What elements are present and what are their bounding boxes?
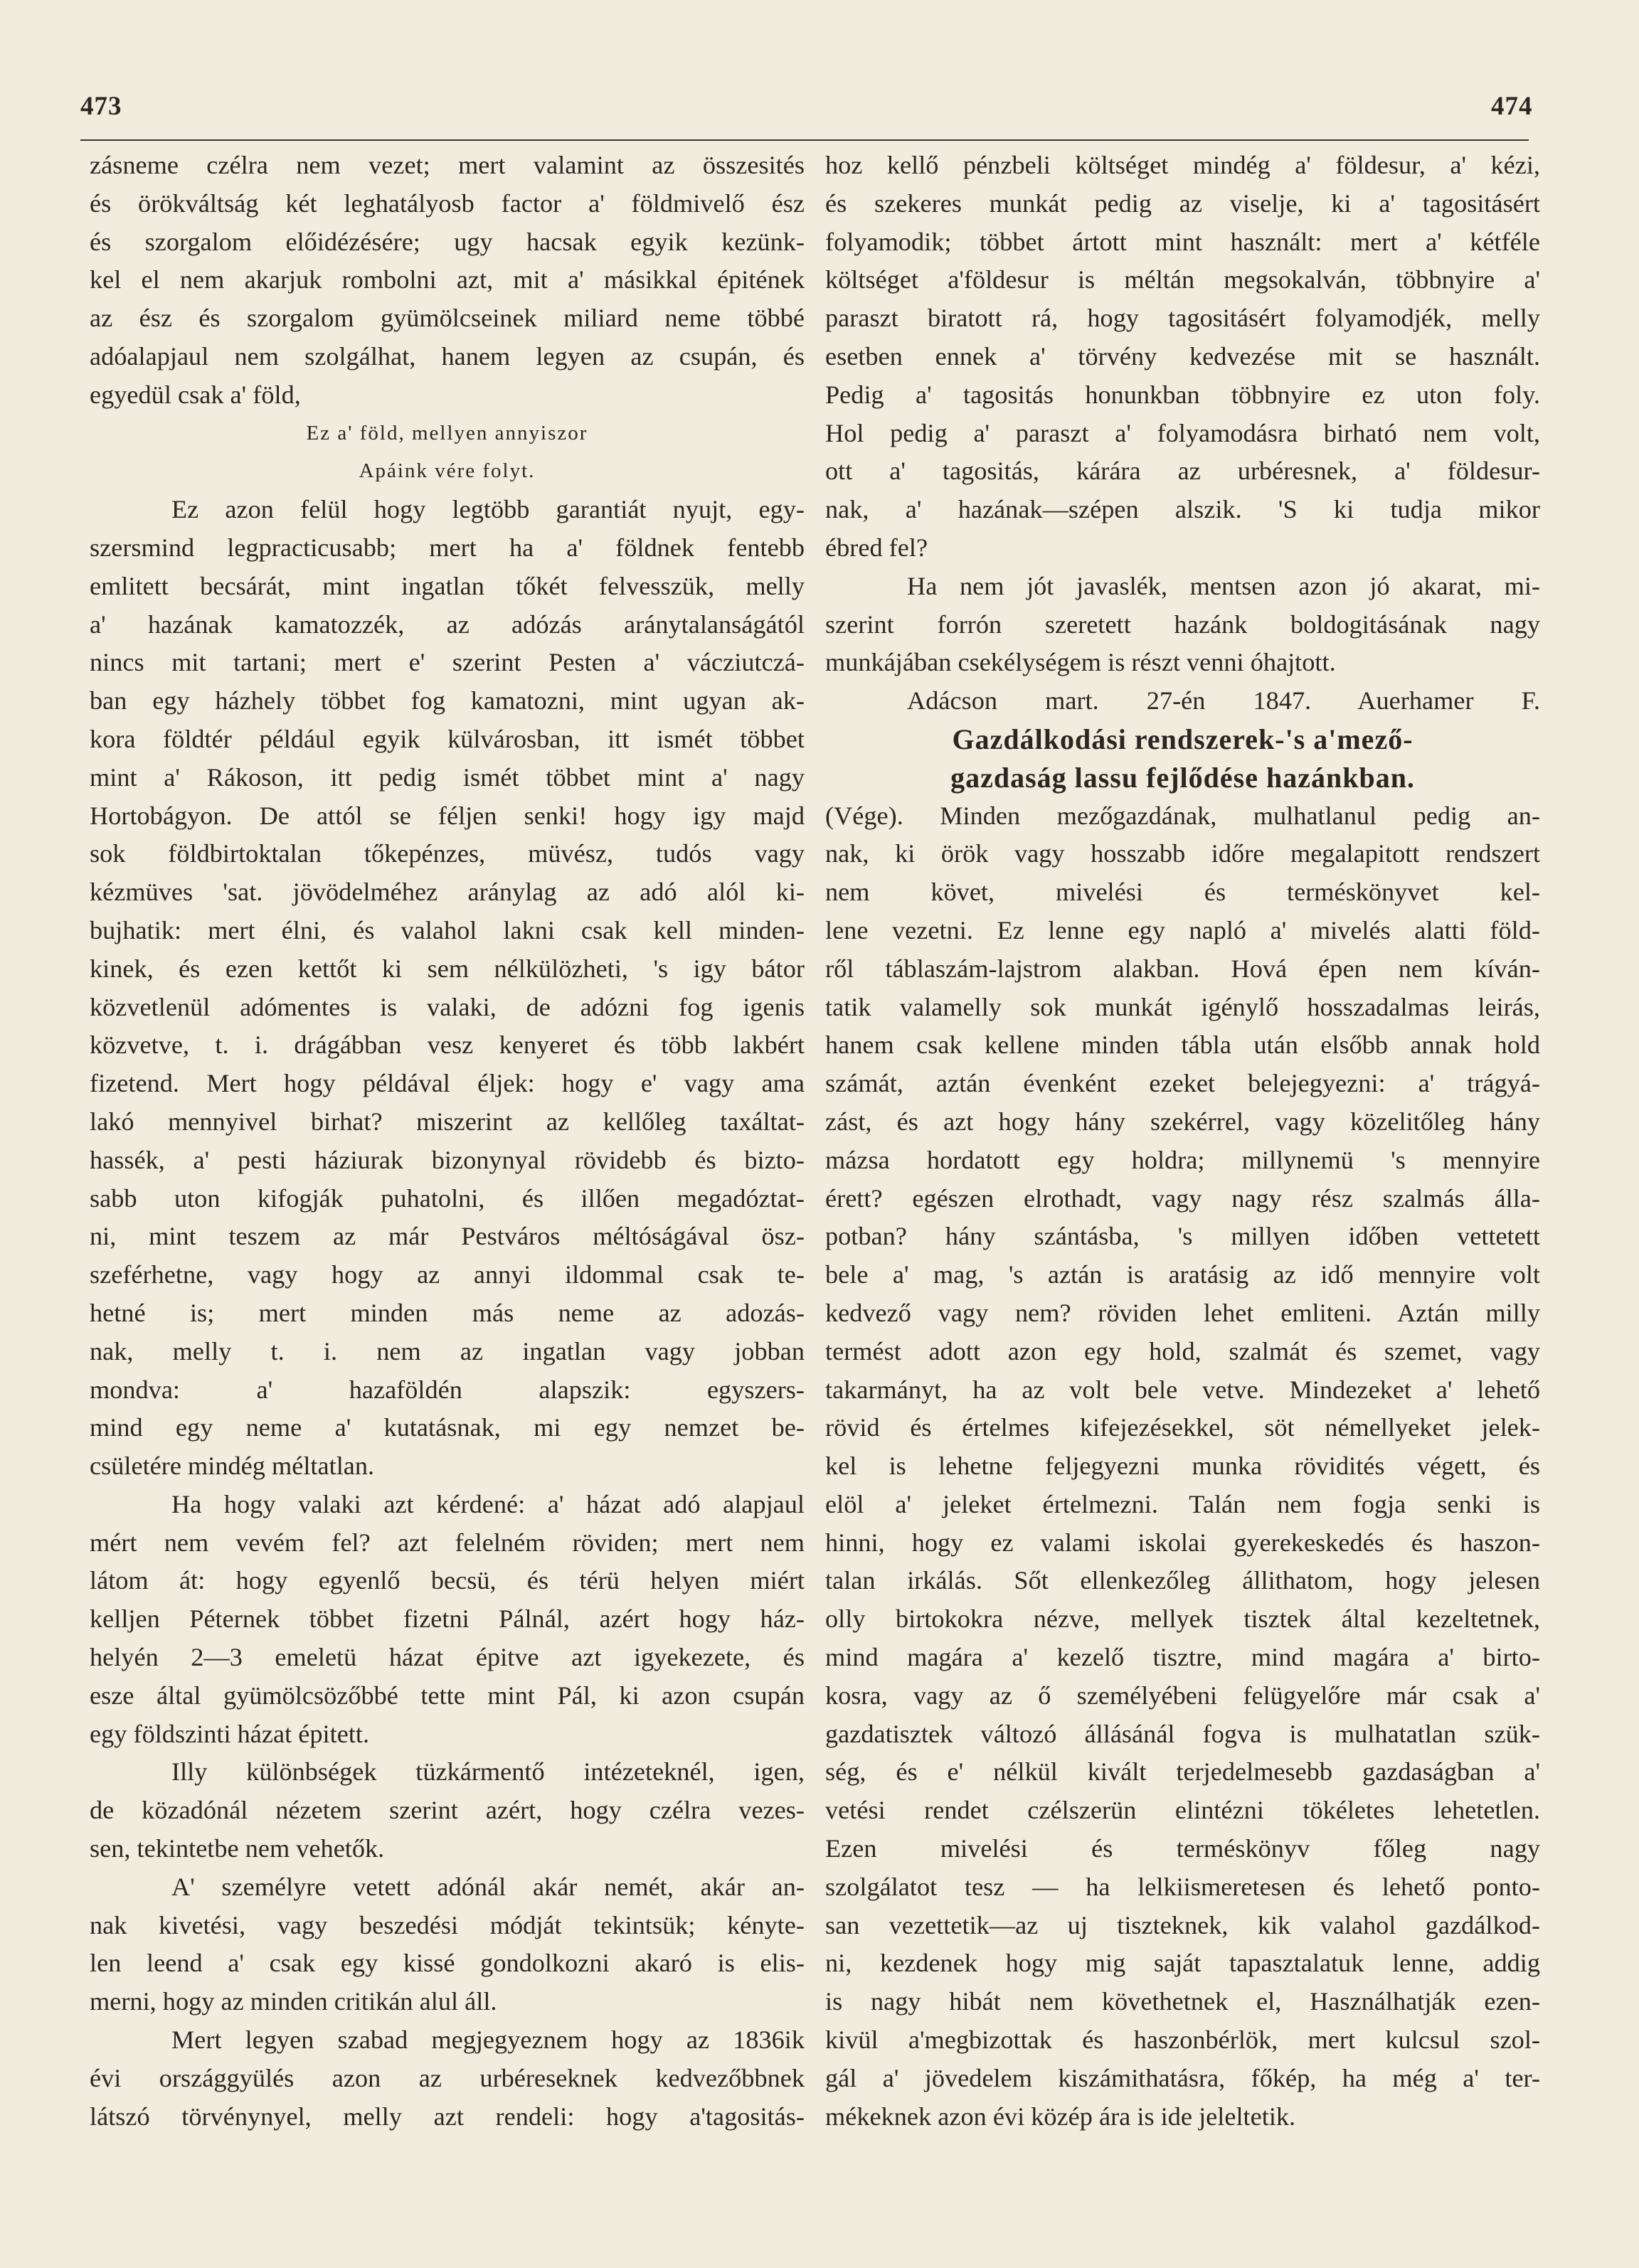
text-line: elöl a' jeleket értelmezni. Talán nem fogja senki is <box>825 1489 1540 1518</box>
text-line: A' személyre vetett adónál akár nemét, akár an- <box>171 1872 805 1901</box>
text-line: helyén 2—3 emeletü házat épitve azt igyekezete, és <box>90 1643 805 1672</box>
text-line: merni, hogy az minden critikán alul áll. <box>90 1987 497 2016</box>
text-line: kel is lehetne feljegyezni munka rövidités végett, és <box>825 1452 1540 1481</box>
text-line: sok földbirtoktalan tőkepénzes, müvész, tudós vagy <box>90 839 805 868</box>
text-line: mind magára a' kezelő tisztre, mind magára a' birto- <box>825 1643 1540 1672</box>
text-line: nak, ki örök vagy hosszabb időre megalapitott rendszert <box>825 839 1540 868</box>
text-line: nak, melly t. i. nem az ingatlan vagy jobban <box>90 1336 805 1365</box>
text-line: mékeknek azon évi közép ára is ide jeleltetik. <box>825 2102 1296 2131</box>
text-line: csületére mindég méltatlan. <box>90 1452 375 1481</box>
text-line: esze által gyümölcsözőbbé tette mint Pál, ki azon csupán <box>90 1681 805 1710</box>
text-line: fizetend. Mert hogy példával éljek: hogy e' vagy ama <box>90 1069 805 1098</box>
text-line: a' hazának kamatozzék, az adózás aránytalanságától <box>90 609 805 639</box>
text-line: mázsa hordatott egy holdra; millynemü 's mennyire <box>825 1145 1540 1174</box>
text-line: ébred fel? <box>825 533 928 562</box>
text-line: gazdatisztek változó állásánál fogva is mulhatatlan szük- <box>825 1719 1540 1748</box>
text-line: az ész és szorgalom gyümölcseinek miliard neme többé <box>90 304 805 333</box>
text-line: kézmüves 'sat. jövödelméhez aránylag az adó alól ki- <box>90 878 805 907</box>
text-line: nak kivetési, vagy beszedési módját tekintsük; kényte- <box>90 1910 805 1939</box>
text-line: ről táblaszám-lajstrom alakban. Hová épen nem kíván- <box>825 954 1540 983</box>
text-line: szeférhetne, vagy hogy az annyi ildommal csak te- <box>90 1260 805 1289</box>
text-line: potban? hány szántásba, 's millyen időben vettetett <box>825 1222 1540 1251</box>
text-line: közvetve, t. i. drágábban vesz kenyeret és több lakbért <box>90 1031 805 1060</box>
text-line: munkájában csekélységem is részt venni óhajtott. <box>825 648 1336 677</box>
text-line: hanem csak kellene minden tábla után elsőbb annak hold <box>825 1031 1540 1060</box>
text-line: rövid és értelmes kifejezésekkel, söt némellyeket jelek- <box>825 1413 1540 1442</box>
header-rule <box>80 139 1529 141</box>
text-line: Pedig a' tagositás honunkban többnyire ez uton foly. <box>825 380 1540 409</box>
text-line: olly birtokokra nézve, mellyek tisztek által kezeltetnek, <box>825 1604 1540 1634</box>
text-line: talan irkálás. Sőt ellenkezőleg állithatom, hogy jelesen <box>825 1566 1540 1595</box>
text-line: esetben ennek a' törvény kedvezése mit se használt. <box>825 341 1540 371</box>
text-line: bujhatik: mert élni, és valahol lakni csak kell minden- <box>90 915 805 944</box>
text-line: Ha hogy valaki azt kérdené: a' házat adó alapjaul <box>171 1489 805 1518</box>
text-line: közvetlenül adómentes is valaki, de adózni fog igenis <box>90 992 805 1021</box>
text-line: szolgálatot tesz — ha lelkiismeretesen és lehető ponto- <box>825 1872 1540 1901</box>
text-line: évi országgyülés azon az urbéreseknek kedvezőbbnek <box>90 2063 805 2092</box>
text-line: hetné is; mert minden más neme az adozás- <box>90 1298 805 1327</box>
text-line: kivül a'megbizottak és haszonbérlök, mert kulcsul szol- <box>825 2025 1540 2055</box>
text-line: szerint forrón szeretett hazánk boldogitásának nagy <box>825 609 1540 639</box>
text-line: látom át: hogy egyenlő becsü, és térü helyen miért <box>90 1566 805 1595</box>
text-line: érett? egészen elrothadt, vagy nagy rész szalmás álla- <box>825 1183 1540 1213</box>
text-line: kel el nem akarjuk rombolni azt, mit a' másikkal épitének <box>90 265 805 294</box>
text-line: sen, tekintetbe nem vehetők. <box>90 1834 385 1863</box>
text-line: Illy különbségek tüzkármentő intézeteknél, igen, <box>171 1757 805 1787</box>
text-line: sabb uton kifogják puhatolni, és illően megadóztat- <box>90 1183 805 1213</box>
text-line: adóalapjaul nem szolgálhat, hanem legyen az csupán, és <box>90 341 805 371</box>
text-line: ség, és e' nélkül kivált terjedelmesebb gazdaságban a' <box>825 1757 1540 1787</box>
text-line: hinni, hogy ez valami iskolai gyerekeskedés és haszon- <box>825 1528 1540 1557</box>
text-line: vetési rendet czélszerün elintézni tökéletes lehetetlen. <box>825 1796 1540 1825</box>
text-line: san vezettetik—az uj tiszteknek, kik valahol gazdálkod- <box>825 1910 1540 1939</box>
text-line: kinek, és ezen kettőt ki sem nélkülözheti, 's igy bátor <box>90 954 805 983</box>
text-line: ban egy házhely többet fog kamatozni, mint ugyan ak- <box>90 686 805 715</box>
text-line: bele a' mag, 's aztán is aratásig az idő mennyire volt <box>825 1260 1540 1289</box>
text-line: lakó mennyivel birhat? miszerint az kellőleg taxáltat- <box>90 1107 805 1136</box>
text-line: ni, mint teszem az már Pestváros méltóságával ösz- <box>90 1222 805 1251</box>
text-line: hassék, a' pesti háziurak bizonynyal rövidebb és bizto- <box>90 1145 805 1174</box>
text-line: Adácson mart. 27-én 1847. Auerhamer F. <box>907 686 1540 715</box>
text-line: költséget a'földesur is méltán megsokalván, többnyire a' <box>825 265 1540 294</box>
text-line: Ezen mivelési és terméskönyv főleg nagy <box>825 1834 1540 1863</box>
text-line: számát, aztán évenként ezeket belejegyezni: a' trágyá- <box>825 1069 1540 1098</box>
text-line: Mert legyen szabad megjegyeznem hogy az 1836ik <box>171 2025 805 2055</box>
text-line: nem követ, mivelési és terméskönyvet kel- <box>825 878 1540 907</box>
text-line: paraszt biratott rá, hogy tagositásért folyamodjék, melly <box>825 304 1540 333</box>
right-text-column <box>825 147 1540 2136</box>
section-title-line: gazdaság lassu fejlődése hazánkban. <box>950 761 1415 794</box>
text-line: folyamodik; többet ártott mint használt: mert a' kétféle <box>825 227 1540 256</box>
text-line: lene vezetni. Ez lenne egy napló a' mivelés alatti föld- <box>825 915 1540 944</box>
text-line: kosra, vagy az ő személyébeni felügyelőre már csak a' <box>825 1681 1540 1710</box>
text-line: és örökváltság két leghatályosb factor a' földmivelő ész <box>90 188 805 218</box>
text-line: mint a' Rákoson, itt pedig ismét többet mint a' nagy <box>90 762 805 792</box>
text-line: kelljen Péternek többet fizetni Pálnál, azért hogy ház- <box>90 1604 805 1634</box>
text-line: Hortobágyon. De attól se féljen senki! hogy igy majd <box>90 801 805 830</box>
text-line: takarmányt, ha az volt bele vetve. Mindezeket a' lehető <box>825 1375 1540 1404</box>
text-line: gál a' jövedelem kiszámithatásra, főkép, ha még a' ter- <box>825 2063 1540 2092</box>
text-line: Hol pedig a' paraszt a' folyamodásra birható nem volt, <box>825 418 1540 447</box>
text-line: is nagy hibát nem követhetnek el, Használhatják ezen- <box>825 1987 1540 2016</box>
section-title-line: Gazdálkodási rendszerek-'s a'mező- <box>952 723 1413 755</box>
text-line: (Vége). Minden mezőgazdának, mulhatlanul pedig an- <box>825 801 1540 830</box>
text-line: emlitett becsárát, mint ingatlan tőkét felvesszük, melly <box>90 571 805 600</box>
text-line: tatik valamelly sok munkát igénylő hosszadalmas leirás, <box>825 992 1540 1021</box>
text-line: nak, a' hazának—szépen alszik. 'S ki tudja mikor <box>825 495 1540 524</box>
right-page-number: 474 <box>1491 92 1533 121</box>
text-line: zásneme czélra nem vezet; mert valamint az összesités <box>90 151 805 179</box>
verse-line: Ez a' föld, mellyen annyiszor <box>306 421 588 444</box>
text-line: látszó törvénynyel, melly azt rendeli: hogy a'tagositás- <box>90 2102 805 2131</box>
text-line: Ha nem jót javaslék, mentsen azon jó akarat, mi- <box>907 571 1540 600</box>
text-line: és szorgalom előidézésére; ugy hacsak egyik kezünk- <box>90 227 805 256</box>
text-line: és szekeres munkát pedig az viselje, ki a' tagositásért <box>825 188 1540 218</box>
text-line: szersmind legpracticusabb; mert ha a' földnek fentebb <box>90 533 805 562</box>
text-line: zást, és azt hogy hány szekérrel, vagy közelitőleg hány <box>825 1107 1540 1136</box>
text-line: kedvező vagy nem? röviden lehet emliteni. Aztán milly <box>825 1298 1540 1327</box>
text-line: ott a' tagositás, kárára az urbéresnek, a' földesur- <box>825 457 1540 486</box>
text-line: hoz kellő pénzbeli költséget mindég a' földesur, a' kézi, <box>825 151 1540 179</box>
text-line: ni, kezdenek hogy mig saját tapasztalatuk lenne, addig <box>825 1949 1540 1978</box>
text-line: egy földszinti házat épitett. <box>90 1719 370 1748</box>
left-page-number: 473 <box>80 92 122 121</box>
text-line: mért nem vevém fel? azt felelném röviden; mert nem <box>90 1528 805 1557</box>
text-line: kora földtér például egyik külvárosban, itt ismét többet <box>90 724 805 753</box>
text-line: mind egy neme a' kutatásnak, mi egy nemzet be- <box>90 1413 805 1442</box>
text-line: termést adott azon egy hold, szalmát és szemet, vagy <box>825 1336 1540 1365</box>
left-text-column <box>90 147 805 2136</box>
text-line: Ez azon felül hogy legtöbb garantiát nyujt, egy- <box>171 495 805 524</box>
text-line: len leend a' csak egy kissé gondolkozni akaró is elis- <box>90 1949 805 1978</box>
text-line: nincs mit tartani; mert e' szerint Pesten a' vácziutczá- <box>90 648 805 677</box>
verse-line: Apáink vére folyt. <box>359 459 536 483</box>
text-line: de közadónál nézetem szerint azért, hogy czélra vezes- <box>90 1796 805 1825</box>
text-line: egyedül csak a' föld, <box>90 380 301 409</box>
text-line: mondva: a' hazaföldén alapszik: egyszers- <box>90 1375 805 1404</box>
